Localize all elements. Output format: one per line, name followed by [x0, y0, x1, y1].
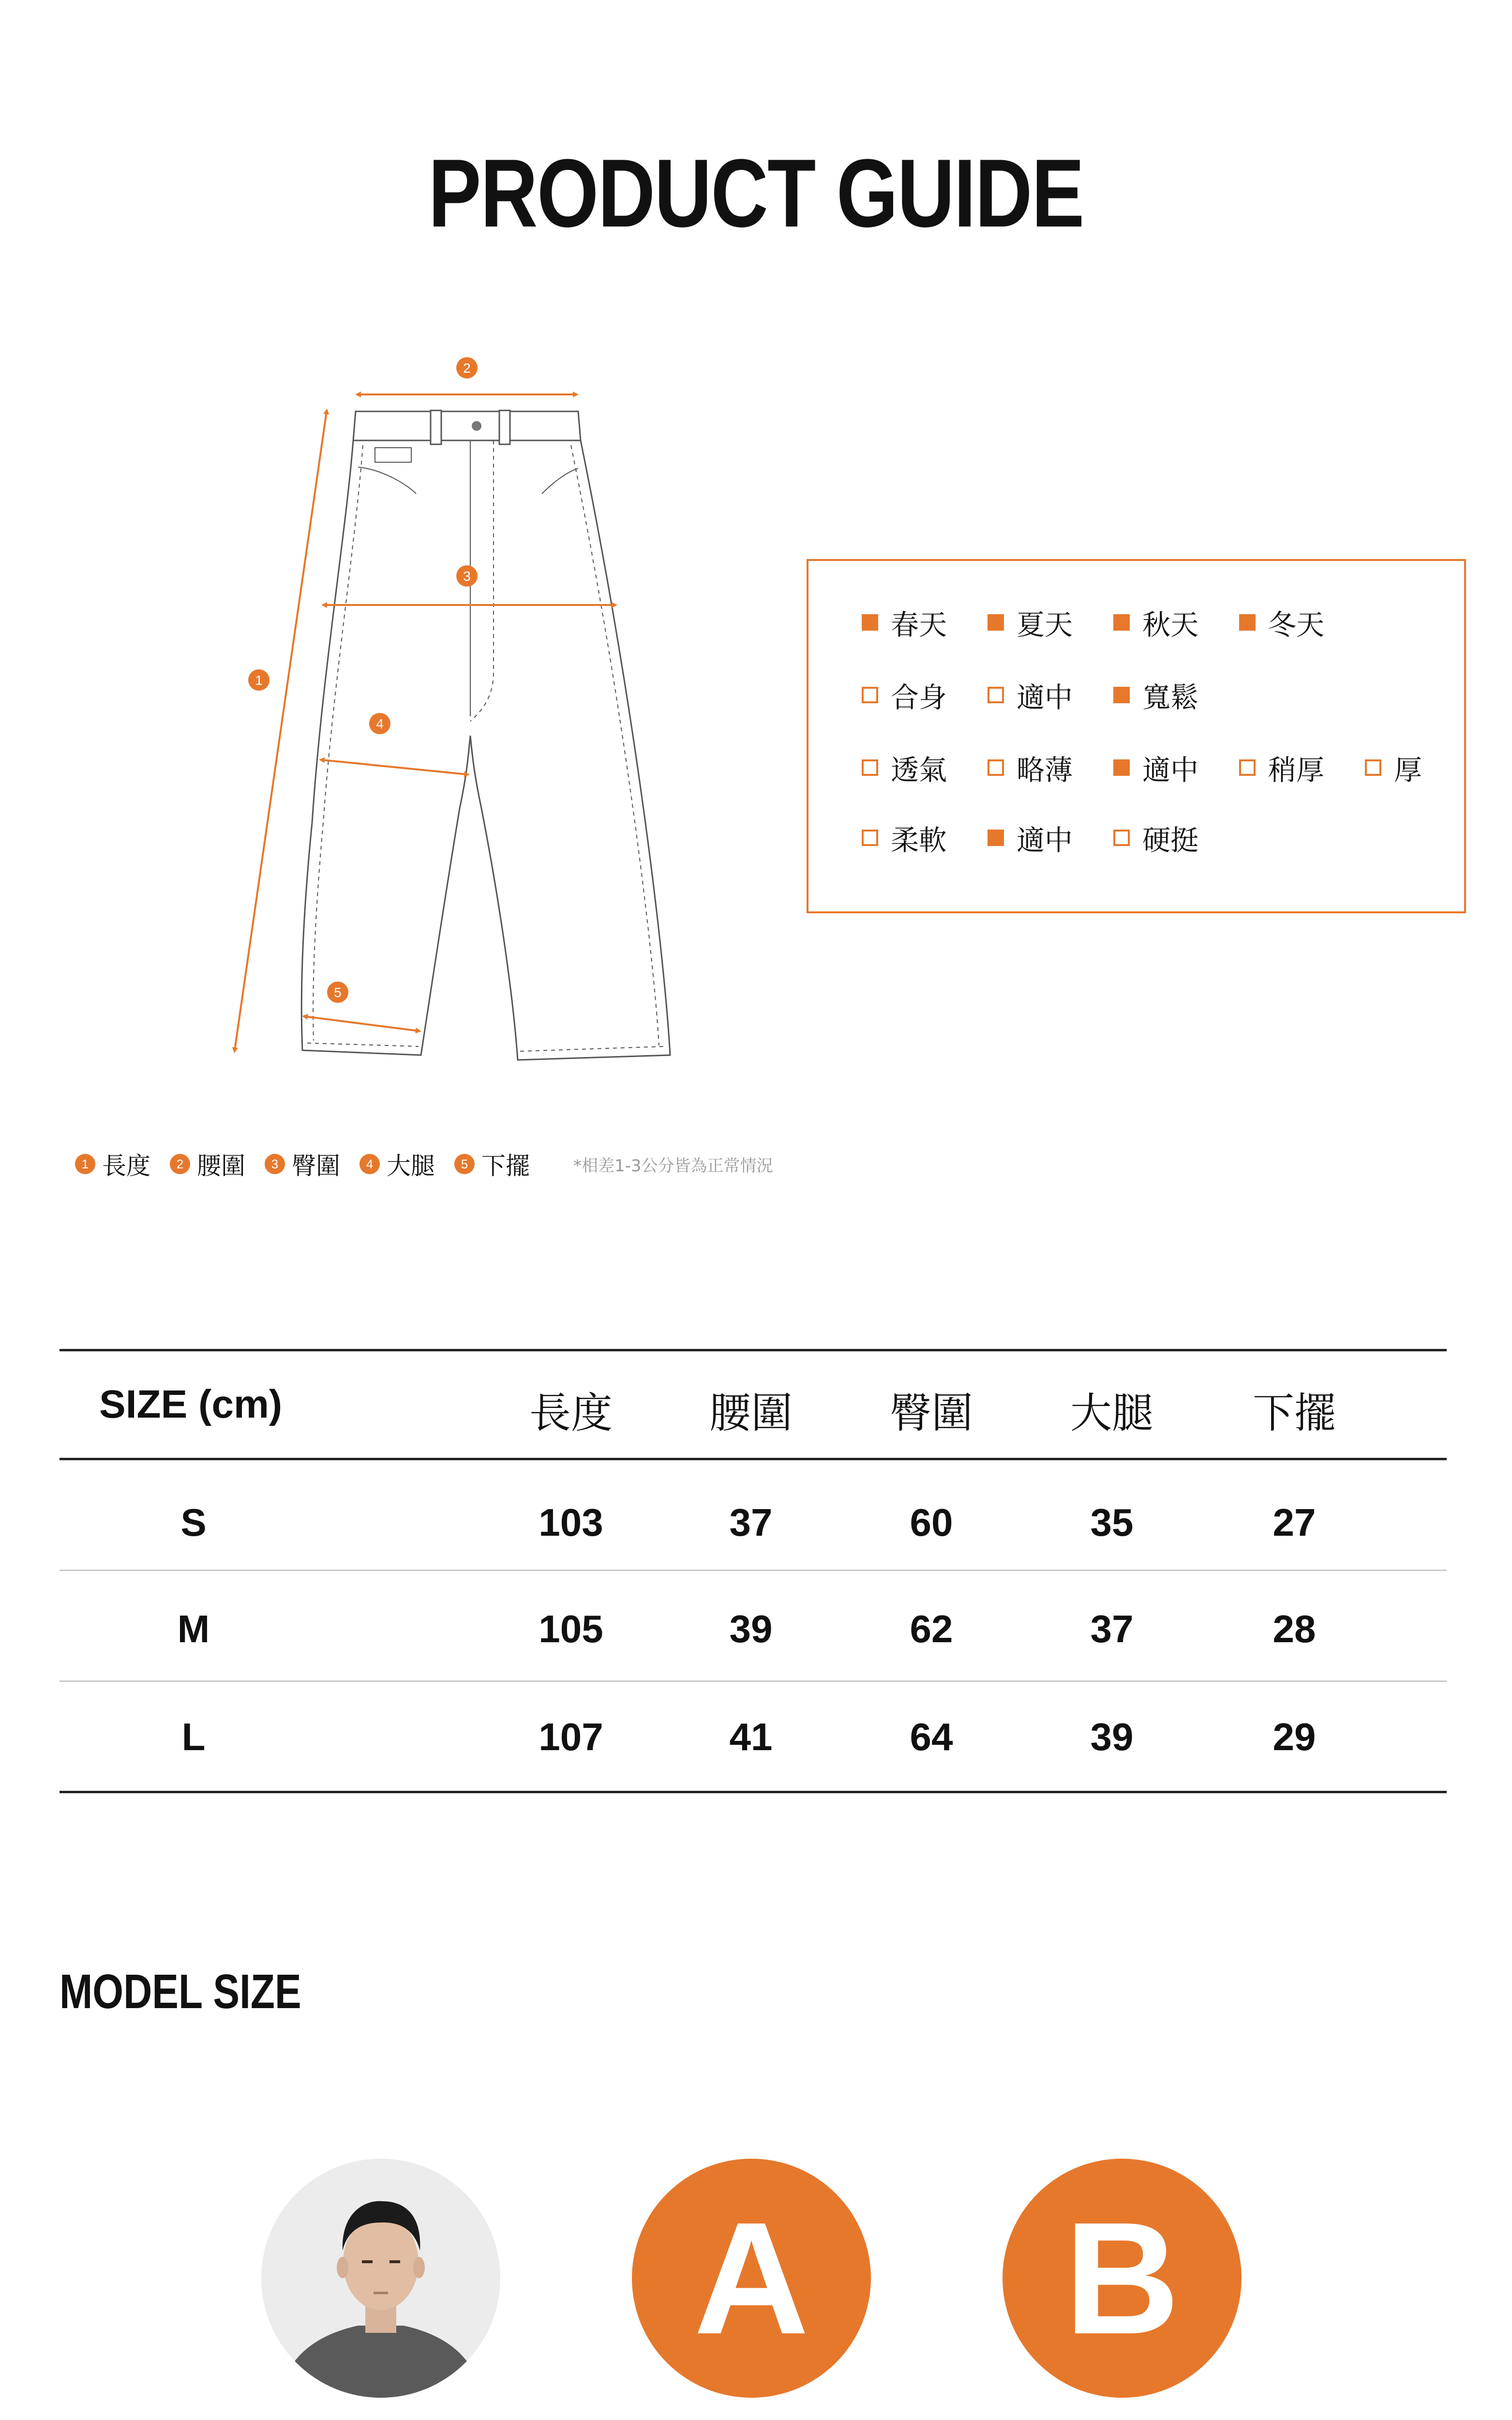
legend-item	[454, 1147, 530, 1181]
table-cell: 105	[539, 1607, 603, 1650]
model-avatar-b: B	[1003, 2159, 1242, 2398]
unchecked-box-icon	[1113, 830, 1130, 846]
unchecked-box-icon	[1239, 759, 1256, 776]
table-header-hip: 臀圍	[890, 1389, 973, 1437]
table-cell: 60	[910, 1501, 953, 1544]
legend-item	[75, 1147, 150, 1181]
table-cell: 62	[910, 1607, 953, 1650]
legend-number: 4	[359, 1154, 380, 1174]
spec-option-label: 適中	[1142, 754, 1199, 786]
spec-option-label: 硬挺	[1142, 824, 1199, 857]
legend-item	[359, 1147, 435, 1181]
spec-option	[862, 747, 947, 788]
table-rule-bottom	[60, 1791, 1447, 1793]
marker-5	[327, 982, 348, 1003]
table-rule-header	[60, 1458, 1447, 1460]
spec-option	[862, 602, 947, 643]
table-header-waist: 腰圍	[709, 1389, 793, 1437]
checked-box-icon	[862, 614, 878, 631]
spec-option	[988, 817, 1073, 858]
size-label: S	[180, 1501, 207, 1544]
unchecked-box-icon	[1365, 759, 1381, 776]
spec-option	[1113, 602, 1198, 643]
spec-option-label: 厚	[1394, 754, 1422, 786]
spec-option-label: 柔軟	[891, 824, 947, 857]
table-cell: 37	[1090, 1607, 1134, 1650]
spec-option-label: 適中	[1017, 824, 1073, 857]
spec-option	[1365, 747, 1422, 788]
spec-option	[988, 675, 1073, 715]
spec-option-label: 冬天	[1268, 608, 1325, 641]
legend-item	[170, 1147, 245, 1181]
spec-option	[988, 602, 1073, 643]
spec-option-label: 合身	[891, 681, 947, 714]
table-rule-top	[60, 1349, 1447, 1351]
spec-option	[1113, 675, 1198, 715]
unchecked-box-icon	[862, 687, 878, 703]
legend-label: 長度	[102, 1152, 150, 1180]
svg-text:4: 4	[376, 716, 384, 731]
unchecked-box-icon	[988, 687, 1004, 703]
measurement-legend	[75, 1147, 773, 1181]
table-row-divider	[60, 1570, 1447, 1571]
spec-option-label: 寬鬆	[1142, 681, 1199, 714]
table-cell: 39	[729, 1607, 773, 1650]
spec-option-label: 夏天	[1017, 608, 1073, 641]
checked-box-icon	[988, 614, 1004, 631]
checked-box-icon	[1113, 687, 1130, 703]
checked-box-icon	[1113, 759, 1130, 776]
spec-option	[1239, 747, 1324, 788]
spec-option-label: 稍厚	[1268, 754, 1325, 786]
legend-label: 大腿	[387, 1152, 435, 1180]
legend-number: 1	[75, 1154, 95, 1174]
marker-4	[369, 713, 390, 734]
checked-box-icon	[1113, 614, 1130, 631]
spec-option-label: 春天	[891, 608, 947, 641]
spec-option	[862, 817, 947, 858]
model-avatar-a: A	[632, 2159, 871, 2398]
unchecked-box-icon	[862, 759, 878, 776]
spec-option-label: 透氣	[891, 754, 947, 786]
table-cell: 35	[1090, 1501, 1134, 1544]
table-cell: 64	[910, 1715, 953, 1758]
checked-box-icon	[988, 830, 1004, 846]
spec-option	[988, 747, 1073, 788]
legend-number: 2	[170, 1154, 190, 1174]
model-avatar-lee	[261, 2159, 500, 2398]
table-header-hem: 下擺	[1253, 1389, 1336, 1437]
table-cell: 103	[539, 1501, 603, 1544]
svg-text:3: 3	[463, 569, 471, 584]
page-title: PRODUCT GUIDE	[428, 139, 1084, 247]
size-label: L	[181, 1715, 206, 1758]
marker-2	[456, 357, 478, 378]
marker-1	[248, 669, 269, 691]
table-header-size: SIZE (cm)	[99, 1382, 283, 1426]
pants-diagram	[203, 339, 687, 1094]
table-cell: 37	[729, 1501, 773, 1544]
svg-text:2: 2	[463, 361, 471, 376]
spec-option	[1239, 602, 1324, 643]
table-header-thigh: 大腿	[1070, 1389, 1153, 1437]
table-cell: 41	[729, 1715, 773, 1758]
pants-outline	[301, 410, 670, 1060]
legend-item	[265, 1147, 340, 1181]
spec-option-label: 略薄	[1017, 754, 1073, 786]
spec-option	[1113, 817, 1198, 858]
spec-option-label: 適中	[1017, 681, 1073, 714]
spec-option	[862, 675, 947, 715]
person-photo-icon	[261, 2159, 500, 2398]
table-cell: 39	[1090, 1715, 1134, 1758]
table-cell: 28	[1272, 1607, 1316, 1650]
checked-box-icon	[1239, 614, 1256, 631]
fabric-spec-box	[807, 559, 1466, 913]
unchecked-box-icon	[862, 830, 878, 846]
table-cell: 29	[1272, 1715, 1316, 1758]
legend-number: 5	[454, 1154, 475, 1174]
legend-number: 3	[265, 1154, 285, 1174]
table-row-divider	[60, 1680, 1447, 1682]
svg-text:5: 5	[334, 985, 342, 1000]
spec-option-label: 秋天	[1142, 608, 1199, 641]
model-size-title: MODEL SIZE	[60, 1965, 301, 2019]
table-cell: 107	[539, 1715, 603, 1758]
spec-option	[1113, 747, 1198, 788]
table-header-length: 長度	[529, 1389, 613, 1437]
tolerance-note: *相差1-3公分皆為正常情況	[573, 1156, 773, 1176]
legend-label: 臀圍	[292, 1152, 340, 1180]
unchecked-box-icon	[988, 759, 1004, 776]
table-cell: 27	[1272, 1501, 1316, 1544]
size-label: M	[177, 1607, 210, 1650]
legend-label: 腰圍	[197, 1152, 245, 1180]
svg-text:1: 1	[255, 673, 263, 688]
legend-label: 下擺	[481, 1152, 530, 1180]
marker-3	[456, 565, 478, 587]
